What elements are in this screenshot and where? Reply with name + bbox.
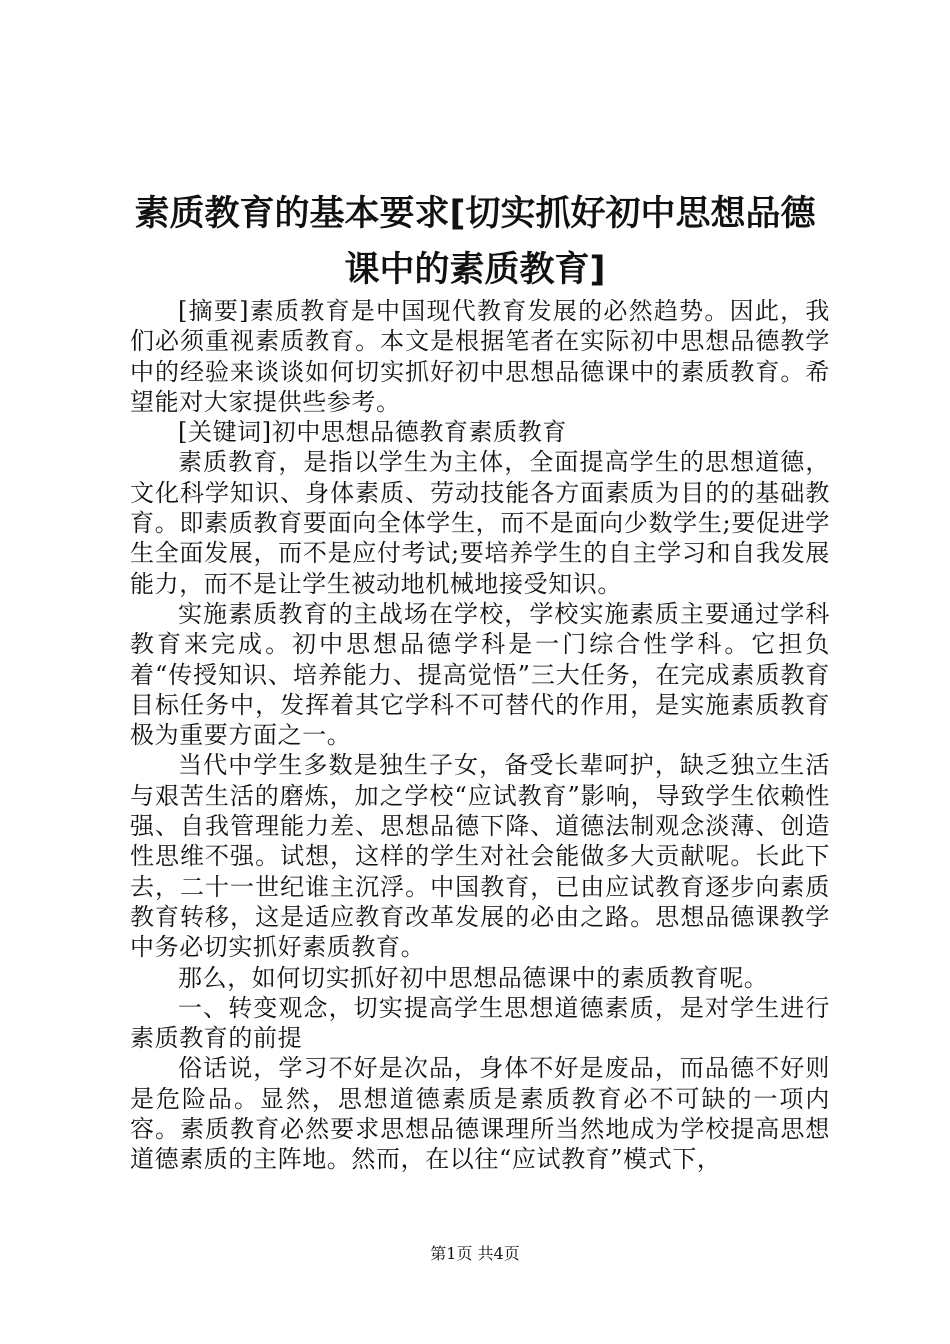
keywords-paragraph: [关键词]初中思想品德教育素质教育 xyxy=(178,418,567,447)
body-paragraph: 实施素质教育的主战场在学校，学校实施素质主要通过学科教育来完成。初中思想品德学科是一门综合性学科。它担负着“传授知识、培养能力、提高觉悟”三大任务，在完成素质教育目标任务中，发挥着其它学科不可替代的作用，是实施素质教育极为重要方面之一。 xyxy=(130,599,830,750)
title-line-2: 课中的素质教育] xyxy=(344,250,606,290)
document-title xyxy=(110,186,840,298)
page-indicator: 第1页 共4页 xyxy=(430,1244,520,1263)
body-paragraph: 俗话说，学习不好是次品，身体不好是废品，而品德不好则是危险品。显然，思想道德素质是素质教育必不可缺的一项内容。素质教育必然要求思想品德课理所当然地成为学校提高思想道德素质的主阵地。然而，在以往“应试教育”模式下， xyxy=(130,1054,830,1174)
abstract-paragraph: [摘要]素质教育是中国现代教育发展的必然趋势。因此，我们必须重视素质教育。本文是根据笔者在实际初中思想品德教学中的经验来谈谈如何切实抓好初中思想品德课中的素质教育。希望能对大家提供些参考。 xyxy=(130,297,830,416)
document-body xyxy=(130,296,830,1175)
body-paragraph: 素质教育，是指以学生为主体，全面提高学生的思想道德，文化科学知识、身体素质、劳动技能各方面素质为目的的基础教育。即素质教育要面向全体学生，而不是面向少数学生;要促进学生全面发展，而不是应付考试;要培养学生的自主学习和自我发展能力，而不是让学生被动地机械地接受知识。 xyxy=(130,448,830,598)
body-paragraph: 那么，如何切实抓好初中思想品德课中的素质教育呢。 xyxy=(178,963,769,992)
section-heading: 一、转变观念，切实提高学生思想道德素质，是对学生进行素质教育的前提 xyxy=(130,993,830,1053)
page-footer xyxy=(0,1244,950,1264)
body-paragraph: 当代中学生多数是独生子女，备受长辈呵护，缺乏独立生活与艰苦生活的磨炼，加之学校“应试教育”影响，导致学生依赖性强、自我管理能力差、思想品德下降、道德法制观念淡薄、创造性思维不强。试想，这样的学生对社会能做多大贡献呢。长此下去，二十一世纪谁主沉浮。中国教育，已由应试教育逐步向素质教育转移，这是适应教育改革发展的必由之路。思想品德课教学中务必切实抓好素质教育。 xyxy=(130,751,830,962)
title-line-1: 素质教育的基本要求[切实抓好初中思想品德 xyxy=(134,194,816,234)
